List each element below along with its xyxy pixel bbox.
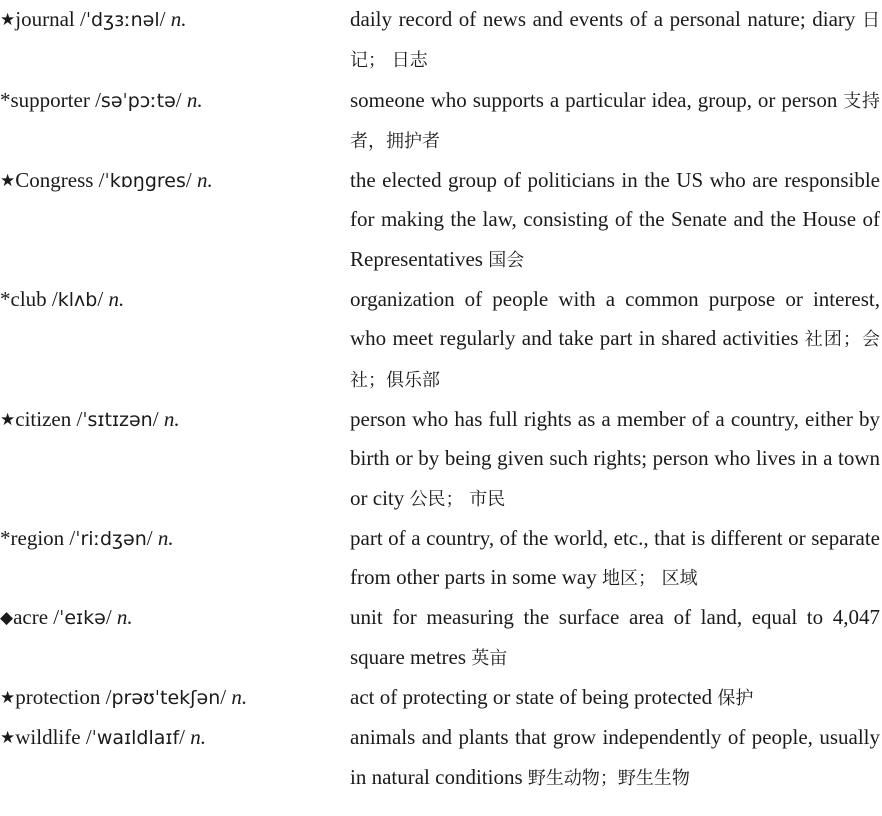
pronunciation: ˈdʒɜːnəl (85, 9, 160, 31)
pronunciation: səˈpɔːtə (100, 89, 176, 112)
pronunciation: ˈwaɪldlaɪf (91, 727, 180, 750)
word: citizen (15, 406, 72, 431)
chinese-translation: 地区； 区域 (601, 568, 698, 590)
vocab-entry-journal (0, 0, 882, 81)
part-of-speech: n. (157, 525, 174, 550)
pronunciation: ˈkɒŋgres (104, 170, 186, 193)
definition-text: animals and plants that grow independently of people, usually in natural conditions (350, 725, 880, 789)
pronunciation: ˈeɪkə (59, 607, 106, 630)
vocab-entry-region (0, 519, 882, 599)
vocab-entry-supporter (0, 81, 882, 162)
star-marker-icon: ★ (0, 688, 16, 709)
part-of-speech: n. (108, 287, 125, 312)
chinese-translation: 支持者，拥护者 (350, 90, 880, 152)
vocab-entry-wildlife (0, 718, 882, 798)
pronunciation: ˈriːdʒən (75, 527, 147, 550)
headword: ★protection /prəʊˈtekʃən/ n. (0, 678, 350, 718)
headword: *supporter /səˈpɔːtə/ n. (0, 81, 350, 121)
chinese-translation: 保护 (717, 688, 754, 710)
chinese-translation: 英亩 (471, 647, 508, 669)
word: acre (13, 605, 49, 630)
vocab-entry-citizen (0, 400, 882, 519)
definition (350, 598, 882, 678)
word: journal (15, 7, 75, 31)
word: protection (15, 685, 101, 710)
definition-text: person who has full rights as a member of a country, either by birth or by being given such rights; person who lives in a town or city (350, 406, 880, 510)
definition (350, 678, 882, 718)
definition (350, 400, 882, 519)
star-marker-icon: ★ (0, 409, 16, 430)
vocab-entry-protection (0, 678, 882, 718)
definition (350, 280, 882, 400)
chinese-translation: 公民； 市民 (409, 488, 506, 510)
part-of-speech: n. (196, 168, 213, 193)
definition-text: someone who supports a particular idea, group, or person (350, 87, 838, 112)
diamond-marker-icon: ◆ (0, 608, 14, 629)
part-of-speech: n. (163, 406, 180, 431)
chinese-translation: 野生动物；野生生物 (527, 767, 690, 789)
definition-text: unit for measuring the surface area of land, equal to 4,047 square metres (350, 605, 880, 669)
headword: ★Congress /ˈkɒŋgres/ n. (0, 161, 350, 201)
star-marker-icon: ★ (0, 171, 16, 192)
definition-text: act of protecting or state of being protected (350, 685, 713, 710)
part-of-speech: n. (231, 685, 248, 710)
headword: ★journal /ˈdʒɜːnəl/ n. (0, 0, 350, 40)
star-marker-icon: ★ (0, 728, 16, 749)
headword: *club /klʌb/ n. (0, 280, 350, 320)
asterisk-marker-icon: * (0, 525, 11, 550)
word: wildlife (15, 725, 81, 750)
word: club (10, 287, 47, 312)
word: supporter (10, 87, 90, 112)
asterisk-marker-icon: * (0, 87, 11, 112)
asterisk-marker-icon: * (0, 287, 11, 312)
part-of-speech: n. (186, 87, 203, 112)
headword: *region /ˈriːdʒən/ n. (0, 519, 350, 559)
definition (350, 161, 882, 280)
chinese-translation: 国会 (488, 249, 525, 271)
definition (350, 81, 882, 162)
headword: ★citizen /ˈsɪtɪzən/ n. (0, 400, 350, 440)
part-of-speech: n. (170, 7, 187, 31)
word: Congress (15, 168, 94, 193)
star-marker-icon: ★ (0, 10, 16, 30)
definition (350, 718, 882, 798)
vocab-entry-congress (0, 161, 882, 280)
definition (350, 519, 882, 599)
word: region (10, 525, 65, 550)
pronunciation: prəʊˈtekʃən (111, 687, 221, 710)
vocab-entry-acre (0, 598, 882, 678)
definition (350, 0, 882, 81)
headword: ★wildlife /ˈwaɪldlaɪf/ n. (0, 718, 350, 758)
pronunciation: klʌb (57, 289, 98, 312)
pronunciation: ˈsɪtɪzən (82, 408, 153, 431)
definition-text: organization of people with a common purpose or interest, who meet regularly and take part in shared activities (350, 287, 880, 351)
chinese-translation: 社团；会社；俱乐部 (350, 329, 881, 391)
headword: ◆acre /ˈeɪkə/ n. (0, 598, 350, 638)
chinese-translation: 日记； 日志 (350, 10, 880, 72)
part-of-speech: n. (190, 725, 206, 750)
definition-text: daily record of news and events of a personal nature; diary (350, 7, 856, 31)
definition-text: part of a country, of the world, etc., that is different or separate from other parts in some way (350, 525, 880, 590)
definition-text: the elected group of politicians in the US who are responsible for making the law, consisting of the Senate and the House of Representatives (350, 168, 880, 271)
vocab-entry-club (0, 280, 882, 400)
part-of-speech: n. (116, 605, 133, 630)
